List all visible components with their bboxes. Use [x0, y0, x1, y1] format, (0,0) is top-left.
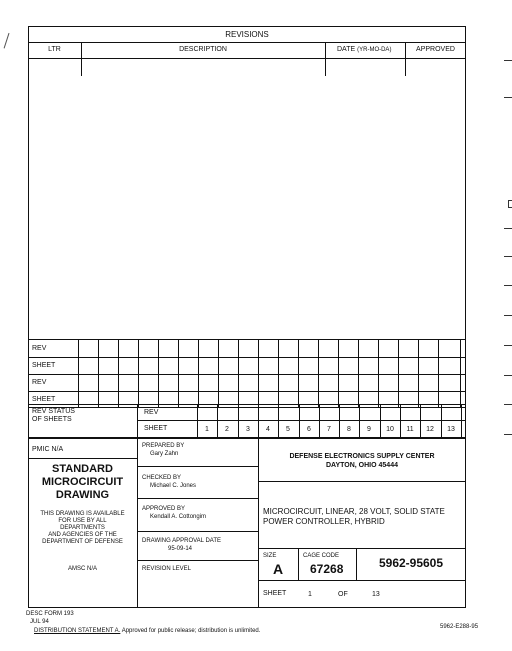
checked-by-label: CHECKED BY [142, 475, 182, 481]
amsc: AMSC N/A [67, 566, 97, 572]
title-line-1: MICROCIRCUIT, LINEAR, 28 VOLT, SOLID STATE [263, 507, 445, 516]
grid-column-line [418, 340, 419, 408]
approved-by-name: Kendall A. Cottongim [150, 514, 207, 520]
grid-column-line [378, 340, 379, 408]
grid-column-line [438, 340, 439, 408]
standard-title-2: MICROCIRCUIT [41, 476, 124, 488]
grid-column-line [138, 340, 139, 408]
grid-column-line [218, 340, 219, 408]
grid-column-line [460, 340, 461, 408]
sheet-status-number: 3 [246, 426, 250, 433]
title-line-2: POWER CONTROLLER, HYBRID [263, 517, 385, 526]
grid-column-line [158, 340, 159, 408]
grid-column-line [98, 340, 99, 408]
revisions-block [28, 26, 466, 340]
availability-line: DEPARTMENT OF DEFENSE [42, 539, 123, 545]
of-sheets-label: OF SHEETS [32, 416, 72, 423]
ltr-header: LTR [48, 46, 61, 53]
grid-column-line [318, 340, 319, 408]
availability-line: DEPARTMENTS [60, 525, 105, 531]
description-header: DESCRIPTION [179, 46, 227, 53]
grid-column-line [78, 340, 79, 408]
grid-column-line [258, 340, 259, 408]
approved-by-label: APPROVED BY [142, 506, 186, 512]
sheet-footer-label: SHEET [263, 590, 287, 597]
grid-column-line [338, 340, 339, 408]
sheet-status-number: 6 [307, 426, 311, 433]
document-code: 5962-E288-95 [440, 624, 479, 630]
grid-row-label: SHEET [32, 396, 56, 403]
standard-title-3: DRAWING [55, 489, 110, 501]
grid-row-label: REV [32, 345, 47, 352]
form-date: JUL 94 [30, 619, 49, 625]
standard-title-1: STANDARD [52, 463, 113, 475]
sheet-status-number: 11 [406, 426, 414, 433]
drawing-number: 5962-95605 [378, 556, 444, 570]
pmic: PMIC N/A [32, 446, 64, 453]
approval-date: 95-09-14 [168, 546, 193, 552]
revision-level-label: REVISION LEVEL [142, 566, 192, 572]
sheet-status-number: 10 [386, 426, 394, 433]
grid-column-line [278, 340, 279, 408]
date-header: DATE (YR-MO-DA) [337, 46, 392, 53]
grid-row-label: REV [32, 379, 47, 386]
approval-date-label: DRAWING APPROVAL DATE [142, 538, 222, 544]
availability-line: THIS DRAWING IS AVAILABLE [40, 511, 125, 517]
of-label: OF [338, 591, 348, 598]
sheet-status-number: 13 [447, 426, 455, 433]
grid-column-line [298, 340, 299, 408]
sheet-status-number: 9 [367, 426, 371, 433]
availability-line: AND AGENCIES OF THE [48, 532, 117, 538]
status-column-line [461, 404, 462, 438]
sheet-label: SHEET [144, 425, 168, 432]
sheet-status-number: 1 [205, 426, 209, 433]
grid-column-line [238, 340, 239, 408]
center-line-1: DEFENSE ELECTRONICS SUPPLY CENTER [289, 453, 435, 460]
rev-status-label: REV STATUS [32, 408, 75, 415]
sheet-status-number: 8 [347, 426, 351, 433]
size-label: SIZE [263, 553, 277, 559]
form-number: DESC FORM 193 [26, 611, 74, 617]
grid-column-line [358, 340, 359, 408]
sheet-status-number: 4 [266, 426, 270, 433]
sheet-total: 13 [372, 591, 380, 598]
grid-column-line [398, 340, 399, 408]
grid-column-line [198, 340, 199, 408]
grid-column-line [118, 340, 119, 408]
center-line-2: DAYTON, OHIO 45444 [326, 462, 398, 469]
sheet-status-number: 12 [426, 426, 434, 433]
sheet-status-number: 2 [225, 426, 229, 433]
distribution-statement: DISTRIBUTION STATEMENT A. Approved for public release; distribution is unlimited. [34, 628, 261, 634]
checked-by-name: Michael C. Jones [150, 483, 197, 489]
margin-mark [4, 33, 12, 49]
sheet-status-number: 7 [327, 426, 331, 433]
prepared-by-name: Gary Zahn [150, 451, 179, 457]
grid-column-line [178, 340, 179, 408]
availability-line: FOR USE BY ALL [58, 518, 107, 524]
sheet-status-number: 5 [286, 426, 290, 433]
sheet-number: 1 [308, 591, 312, 598]
cage-code-label: CAGE CODE [303, 553, 340, 559]
revisions-title: REVISIONS [225, 30, 269, 39]
approved-header: APPROVED [416, 46, 455, 53]
cage-code-value: 67268 [310, 562, 344, 576]
grid-row-label: SHEET [32, 362, 56, 369]
size-value: A [273, 561, 284, 577]
prepared-by-label: PREPARED BY [142, 443, 185, 449]
rev-label: REV [144, 409, 159, 416]
